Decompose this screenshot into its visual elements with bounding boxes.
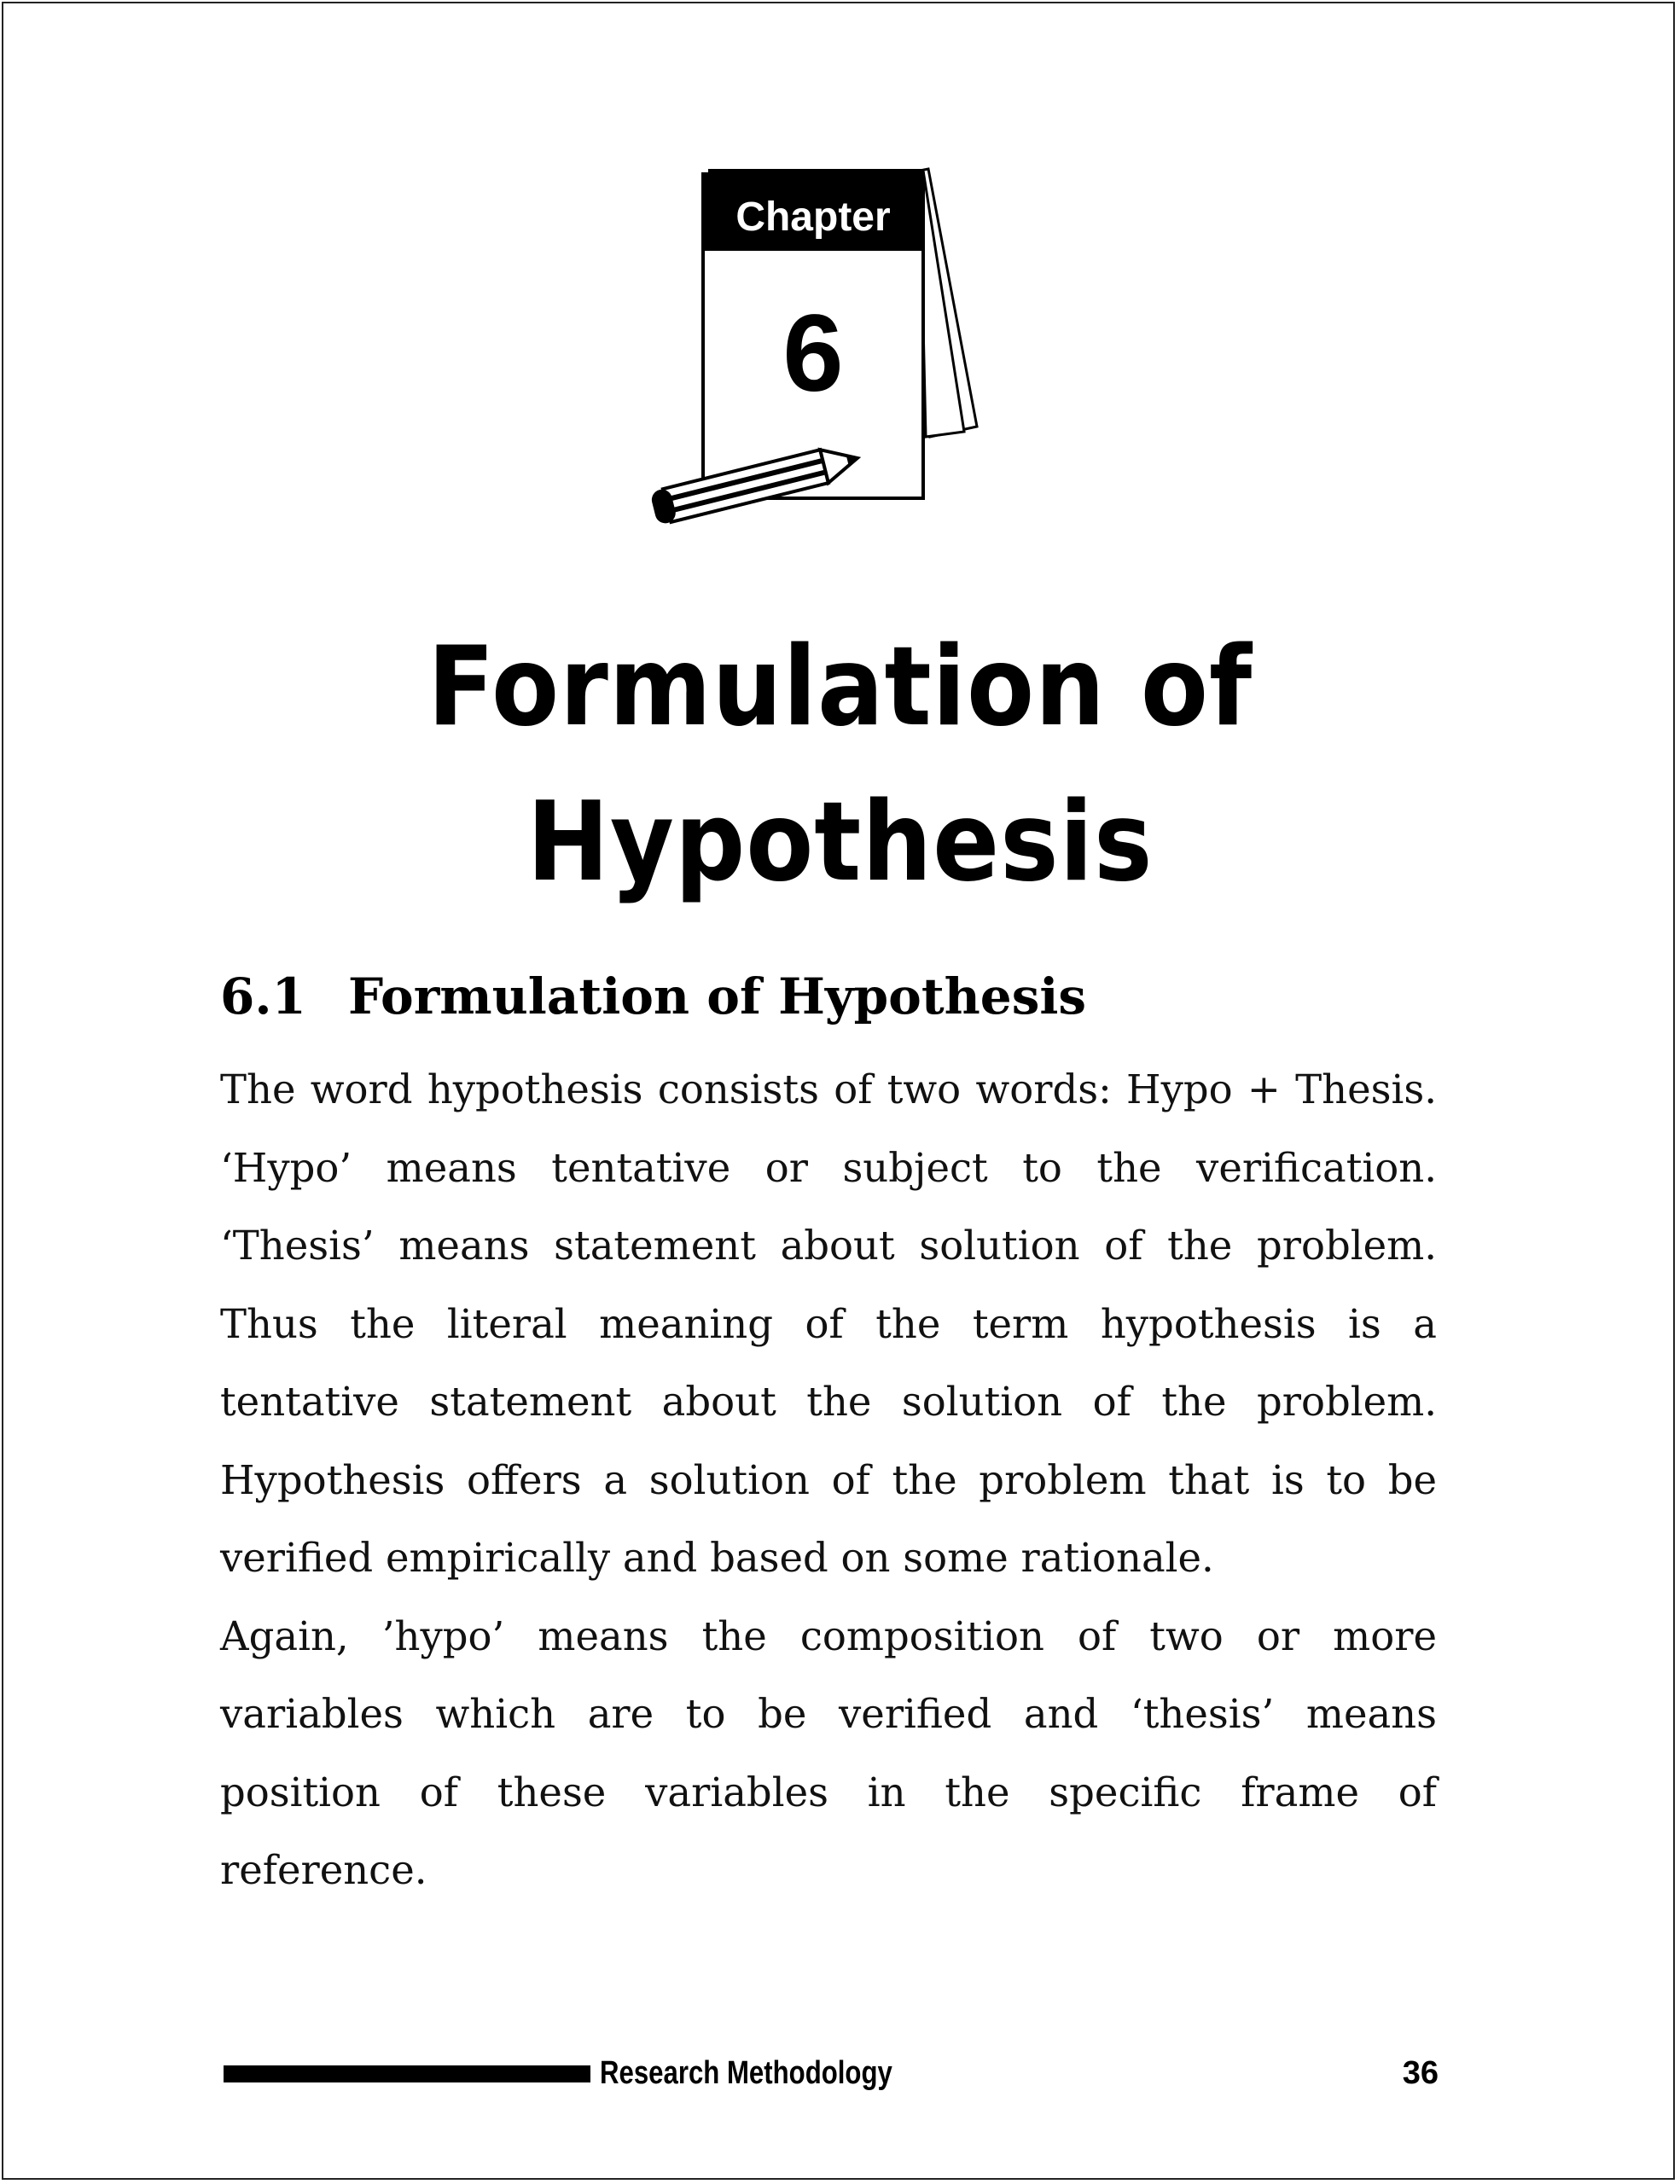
- chapter-title: [84, 610, 1596, 921]
- chapter-title-line-2: Hypothesis: [526, 779, 1154, 906]
- page-number: 36: [1402, 2055, 1439, 2091]
- section-title: Formulation of Hypothesis: [348, 967, 1087, 1025]
- body-text: [220, 1051, 1437, 1910]
- paragraph: The word hypothesis consists of two words: Hypo + Thesis. ‘Hypo’ means tentative or subject to the verification. ‘Thesis’ means statement about solution of the problem. Thus the literal meaning of the term hypothesis is a tentative statement about the solution of the problem. Hypothesis offers a solution of the problem that is to be verified empirically and based on some rationale.: [220, 1066, 1437, 1581]
- footer-book-title: Research Methodology: [600, 2055, 892, 2091]
- chapter-badge: [640, 162, 998, 537]
- section-number: 6.1: [220, 967, 306, 1025]
- paragraph: Again, ’hypo’ means the composition of two or more variables which are to be verified and ‘thesis’ means position of these variables in the specific frame of reference.: [220, 1612, 1437, 1893]
- chapter-label: Chapter: [735, 195, 891, 240]
- chapter-number: 6: [782, 293, 844, 415]
- chapter-title-line-1: Formulation of: [427, 624, 1253, 751]
- footer-rule: [224, 2065, 590, 2082]
- section-heading: [220, 962, 1086, 1031]
